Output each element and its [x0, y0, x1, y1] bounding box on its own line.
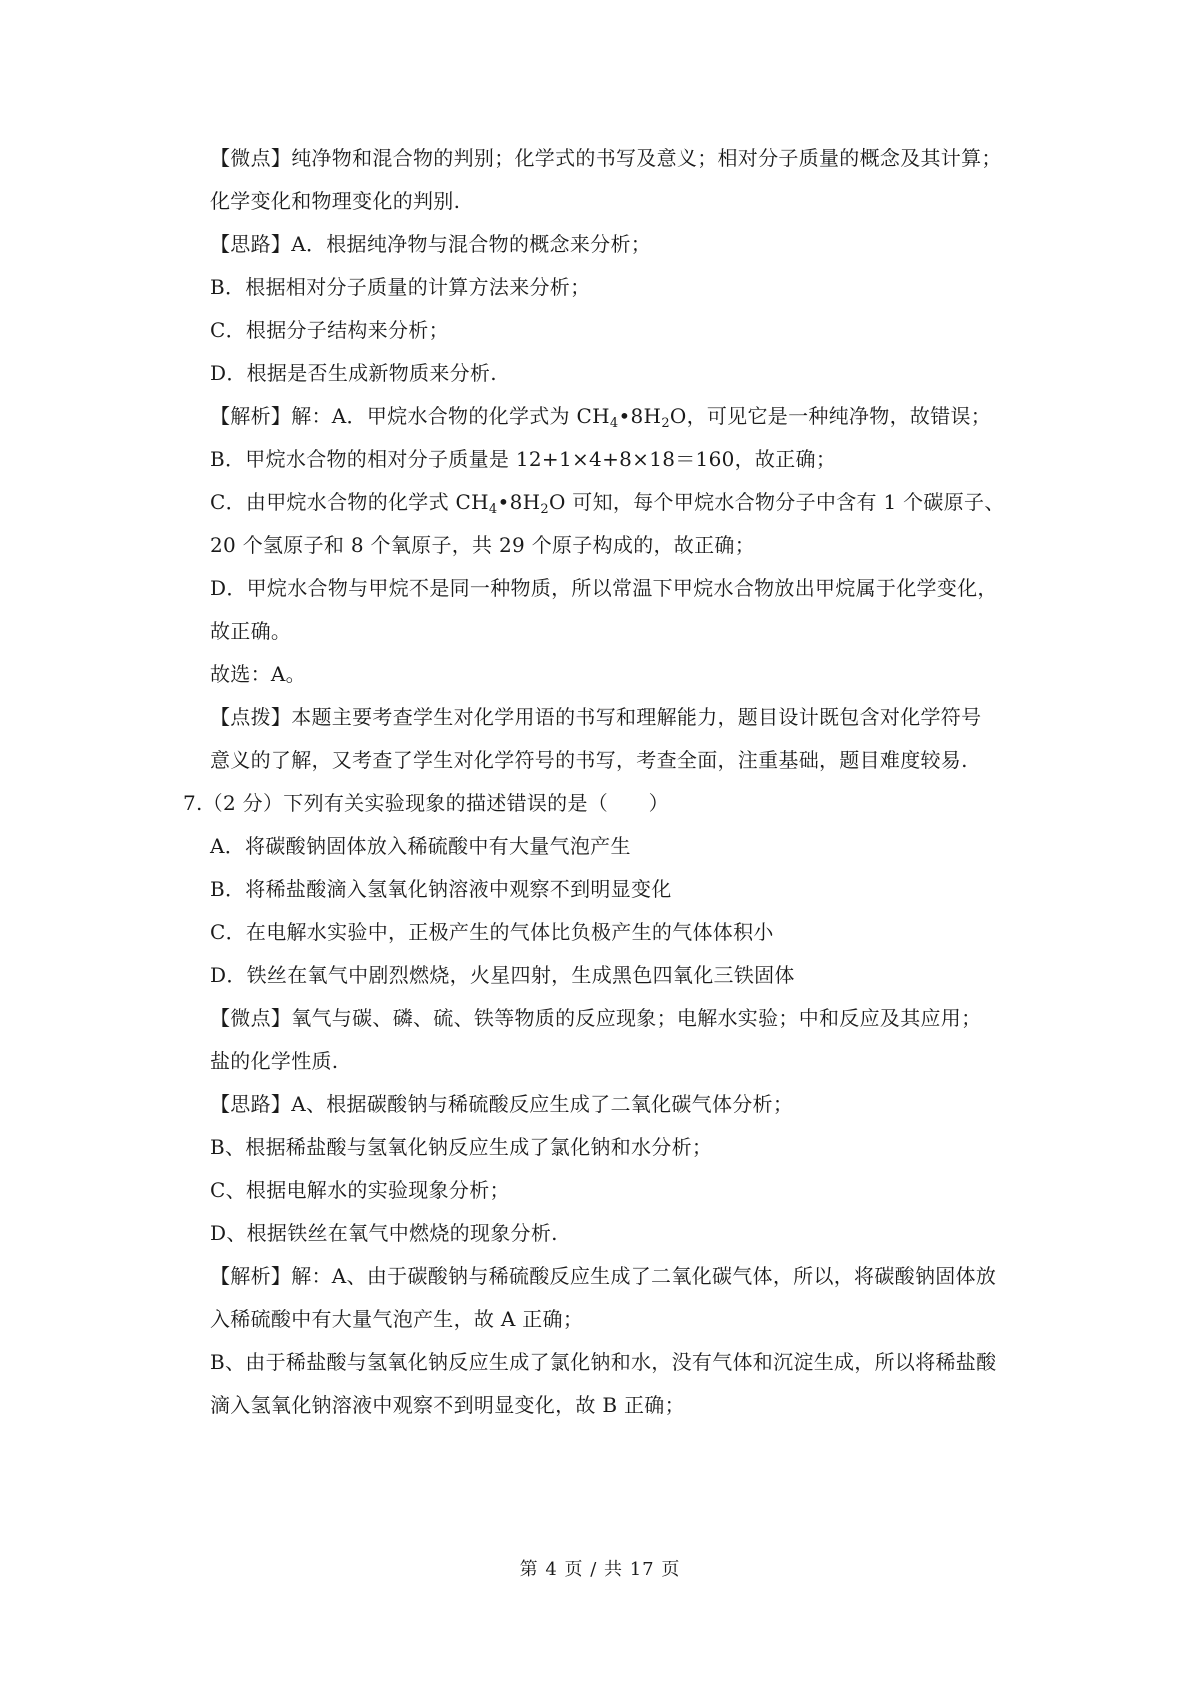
jiexi-line-c2: 20 个氢原子和 8 个氧原子，共 29 个原子构成的，故正确； [210, 533, 756, 557]
option-b: B．将稀盐酸滴入氢氧化钠溶液中观察不到明显变化 [210, 877, 672, 901]
question-7-stem: 7.（2 分）下列有关实验现象的描述错误的是（ ） [183, 791, 669, 815]
silu-line-3: C．根据分子结构来分析； [210, 318, 449, 342]
option-d: D．铁丝在氧气中剧烈燃烧，火星四射，生成黑色四氧化三铁固体 [210, 963, 795, 987]
option-a: A．将碳酸钠固体放入稀硫酸中有大量气泡产生 [210, 834, 631, 858]
q7-silu-line-4: D、根据铁丝在氧气中燃烧的现象分析. [210, 1221, 558, 1245]
q7-jiexi-line-3: B、由于稀盐酸与氢氧化钠反应生成了氯化钠和水，没有气体和沉淀生成，所以将稀盐酸 [210, 1350, 997, 1374]
weidian-line-2: 化学变化和物理变化的判别. [210, 189, 461, 213]
q7-silu-line-2: B、根据稀盐酸与氢氧化钠反应生成了氯化钠和水分析； [210, 1135, 713, 1159]
q7-silu-line-1: 【思路】A、根据碳酸钠与稀硫酸反应生成了二氧化碳气体分析； [210, 1092, 794, 1116]
option-c: C．在电解水实验中，正极产生的气体比负极产生的气体体积小 [210, 920, 774, 944]
jiexi-line-d1: D．甲烷水合物与甲烷不是同一种物质，所以常温下甲烷水合物放出甲烷属于化学变化， [210, 576, 998, 600]
dianbo-line-2: 意义的了解，又考查了学生对化学符号的书写，考查全面，注重基础，题目难度较易. [210, 748, 968, 772]
q7-silu-line-3: C、根据电解水的实验现象分析； [210, 1178, 510, 1202]
q7-jiexi-line-2: 入稀硫酸中有大量气泡产生，故 A 正确； [210, 1307, 584, 1331]
q7-weidian-line-2: 盐的化学性质. [210, 1049, 339, 1073]
answer-line: 故选：A。 [210, 662, 306, 686]
silu-line-2: B．根据相对分子质量的计算方法来分析； [210, 275, 591, 299]
q7-weidian-line-1: 【微点】氧气与碳、磷、硫、铁等物质的反应现象；电解水实验；中和反应及其应用； [210, 1006, 982, 1030]
dianbo-line-1: 【点拨】本题主要考查学生对化学用语的书写和理解能力，题目设计既包含对化学符号 [210, 705, 982, 729]
q7-jiexi-line-1: 【解析】解：A、由于碳酸钠与稀硫酸反应生成了二氧化碳气体，所以，将碳酸钠固体放 [210, 1264, 997, 1288]
jiexi-line-d2: 故正确。 [210, 619, 292, 643]
silu-line-1: 【思路】A．根据纯净物与混合物的概念来分析； [210, 232, 652, 256]
jiexi-line-c1: C．由甲烷水合物的化学式 $CH_4•8H_2O$ 可知，每个甲烷水合物分子中含有 1 个碳原子、 [210, 490, 1005, 517]
silu-line-4: D．根据是否生成新物质来分析. [210, 361, 497, 385]
jiexi-line-b: B．甲烷水合物的相对分子质量是 12+1×4+8×18＝160，故正确； [210, 447, 837, 471]
page-footer: 第 4 页 / 共 17 页 [519, 1559, 681, 1580]
jiexi-line-a: 【解析】解：A．甲烷水合物的化学式为 $CH_4•8H_2O$，可见它是一种纯净物，故错误； [210, 404, 992, 431]
weidian-line-1: 【微点】纯净物和混合物的判别；化学式的书写及意义；相对分子质量的概念及其计算； [210, 146, 1002, 170]
q7-jiexi-line-4: 滴入氢氧化钠溶液中观察不到明显变化，故 B 正确； [210, 1393, 685, 1417]
